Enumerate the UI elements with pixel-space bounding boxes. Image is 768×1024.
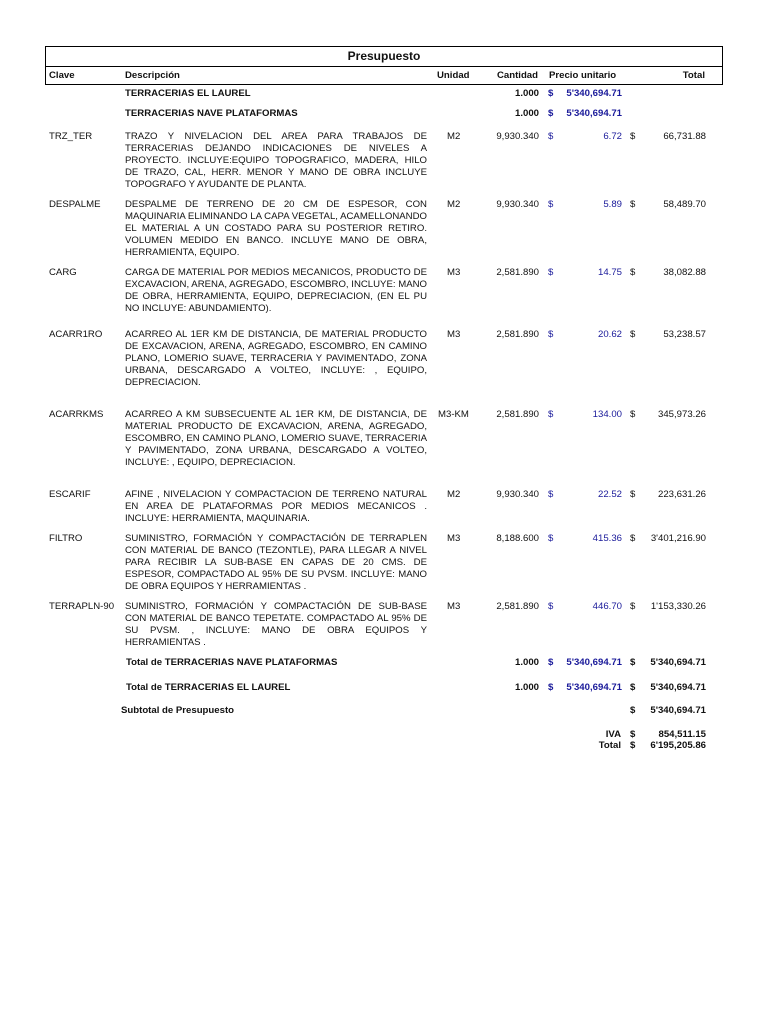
item-unidad: M2 (447, 131, 461, 142)
group-currency: $ (548, 88, 554, 99)
subtotal-row (45, 705, 723, 729)
item-precio: 6.72 (603, 131, 622, 142)
item-cantidad: 8,188.600 (496, 533, 539, 544)
header-unidad: Unidad (437, 70, 470, 81)
total-cantidad: 1.000 (514, 657, 539, 668)
item-currency: $ (548, 199, 554, 210)
item-total: 1'153,330.26 (650, 601, 706, 612)
header-cantidad: Cantidad (496, 70, 538, 81)
table-header (45, 66, 723, 85)
grand-total-currency: $ (630, 740, 636, 751)
group-cantidad: 1.000 (514, 108, 539, 119)
item-cantidad: 2,581.890 (496, 329, 539, 340)
item-unidad: M3 (447, 601, 461, 612)
item-clave: ACARR1RO (49, 329, 103, 340)
total-label: Total de TERRACERIAS NAVE PLATAFORMAS (126, 657, 338, 668)
group-name: TERRACERIAS NAVE PLATAFORMAS (125, 108, 298, 119)
item-total: 38,082.88 (663, 267, 706, 278)
table-row (45, 199, 723, 267)
item-descripcion: TRAZO Y NIVELACION DEL AREA PARA TRABAJOS DE TERRACERIAS DEJANDO INDICACIONES DE NIVELES A PROYECTO. INCLUYE:EQUIPO TOPOGRAFICO, MADERA, HILO DE TRAZO, CAL, HERR. MENOR Y MANO DE OBRA INCLUYE TOPOGRAFO Y AYUDANTE DE PLANTA. (125, 131, 427, 191)
item-descripcion: SUMINISTRO, FORMACIÓN Y COMPACTACIÓN DE TERRAPLEN CON MATERIAL DE BANCO (TEZONTLE), PARA LLEGAR A NIVEL PARA RECIBIR LA SUB-BASE EN CAPAS DE 20 CMS. DE ESPESOR, COMPACTADO AL 95% DE SU PVSM. INCLUYE: MANO DE OBRA EQUIPOS Y HERRAMIENTAS . (125, 533, 427, 593)
item-cantidad: 2,581.890 (496, 267, 539, 278)
item-precio: 446.70 (592, 601, 622, 612)
item-clave: FILTRO (49, 533, 83, 544)
item-cantidad: 2,581.890 (496, 601, 539, 612)
header-descripcion: Descripción (125, 70, 180, 81)
grand-total-value: 6'195,205.86 (650, 740, 706, 751)
total-currency: $ (548, 657, 554, 668)
item-clave: TRZ_TER (49, 131, 93, 142)
total-precio: 5'340,694.71 (566, 657, 622, 668)
budget-sheet (45, 46, 723, 752)
item-clave: DESPALME (49, 199, 101, 210)
total-value: 5'340,694.71 (650, 657, 706, 668)
item-total: 66,731.88 (663, 131, 706, 142)
item-cantidad: 2,581.890 (496, 409, 539, 420)
total-currency: $ (548, 682, 554, 693)
total-label: Total de TERRACERIAS EL LAUREL (126, 682, 291, 693)
group-cantidad: 1.000 (514, 88, 539, 99)
item-currency: $ (548, 533, 554, 544)
item-cantidad: 9,930.340 (496, 489, 539, 500)
grand-total-label: Total (598, 740, 621, 751)
item-total: 53,238.57 (663, 329, 706, 340)
item-total-currency: $ (630, 409, 636, 420)
total-currency-2: $ (630, 682, 636, 693)
table-row (45, 409, 723, 489)
item-precio: 5.89 (603, 199, 622, 210)
item-precio: 22.52 (597, 489, 622, 500)
group-currency: $ (548, 108, 554, 119)
item-descripcion: SUMINISTRO, FORMACIÓN Y COMPACTACIÓN DE SUB-BASE CON MATERIAL DE BANCO TEPETATE. COMPACTADO AL 95% DE SU PVSM. , INCLUYE: MANO DE OBRA EQUIPOS Y HERRAMIENTAS . (125, 601, 427, 649)
item-clave: TERRAPLN-90 (49, 601, 115, 612)
item-currency: $ (548, 267, 554, 278)
items-list (45, 131, 723, 655)
item-unidad: M3 (447, 329, 461, 340)
item-total-currency: $ (630, 533, 636, 544)
table-row (45, 329, 723, 409)
total-value: 5'340,694.71 (650, 682, 706, 693)
document-title: Presupuesto (45, 46, 723, 66)
group-precio: 5'340,694.71 (566, 108, 622, 119)
iva-currency: $ (630, 729, 636, 740)
item-unidad: M3 (447, 533, 461, 544)
item-unidad: M3 (447, 267, 461, 278)
table-row (45, 489, 723, 533)
item-total-currency: $ (630, 489, 636, 500)
item-total-currency: $ (630, 199, 636, 210)
table-row (45, 131, 723, 199)
item-clave: CARG (49, 267, 77, 278)
item-total: 345,973.26 (657, 409, 706, 420)
item-total: 58,489.70 (663, 199, 706, 210)
group-heading-nave (45, 105, 723, 125)
item-currency: $ (548, 329, 554, 340)
subtotal-currency: $ (630, 705, 636, 716)
total-row-nave (45, 657, 723, 682)
item-unidad: M2 (447, 489, 461, 500)
item-unidad: M3-KM (438, 409, 469, 420)
item-precio: 20.62 (597, 329, 622, 340)
iva-label: IVA (605, 729, 621, 740)
item-clave: ACARRKMS (49, 409, 104, 420)
item-currency: $ (548, 131, 554, 142)
item-currency: $ (548, 489, 554, 500)
group-name: TERRACERIAS EL LAUREL (125, 88, 251, 99)
group-heading-laurel (45, 85, 723, 105)
total-row-laurel (45, 682, 723, 705)
item-total: 3'401,216.90 (650, 533, 706, 544)
table-row (45, 601, 723, 655)
item-unidad: M2 (447, 199, 461, 210)
item-descripcion: ACARREO AL 1ER KM DE DISTANCIA, DE MATERIAL PRODUCTO DE EXCAVACION, ARENA, AGREGADO, ESCOMBRO, EN CAMINO PLANO, LOMERIO SUAVE, TERRACERIA Y PAVIMENTADO, ZONA URBANA, DESCARGADO A VOLTEO, INCLUYE: , EQUIPO, DEPRECIACION. (125, 329, 427, 389)
item-total-currency: $ (630, 131, 636, 142)
subtotal-label: Subtotal de Presupuesto (121, 705, 235, 716)
item-currency: $ (548, 601, 554, 612)
total-cantidad: 1.000 (514, 682, 539, 693)
item-precio: 415.36 (592, 533, 622, 544)
table-row (45, 267, 723, 329)
item-total-currency: $ (630, 601, 636, 612)
grand-total-row (45, 740, 723, 752)
item-precio: 134.00 (592, 409, 622, 420)
item-descripcion: AFINE , NIVELACION Y COMPACTACION DE TERRENO NATURAL EN AREA DE PLATAFORMAS POR MEDIOS MECANICOS . INCLUYE: HERRAMIENTA, MAQUINARIA. (125, 489, 427, 525)
item-total-currency: $ (630, 329, 636, 340)
item-cantidad: 9,930.340 (496, 199, 539, 210)
iva-value: 854,511.15 (658, 729, 706, 740)
item-cantidad: 9,930.340 (496, 131, 539, 142)
item-total-currency: $ (630, 267, 636, 278)
item-descripcion: CARGA DE MATERIAL POR MEDIOS MECANICOS, PRODUCTO DE EXCAVACION, ARENA, AGREGADO, ESCOMBRO, INCLUYE: MANO DE OBRA, HERRAMIENTA, EQUIPO, DEPRECIACION, (EN EL PU NO INCLUYE: ABUNDAMIENTO). (125, 267, 427, 315)
item-descripcion: ACARREO A KM SUBSECUENTE AL 1ER KM, DE DISTANCIA, DE MATERIAL PRODUCTO DE EXCAVACION, ARENA, AGREGADO, ESCOMBRO, EN CAMINO PLANO, LOMERIO SUAVE, TERRACERIA Y PAVIMENTADO, ZONA URBANA, DESCARGADO A VOLTEO, INCLUYE: , EQUIPO, DEPRECIACION. (125, 409, 427, 469)
group-precio: 5'340,694.71 (566, 88, 622, 99)
item-total: 223,631.26 (657, 489, 706, 500)
header-total: Total (682, 70, 705, 81)
item-clave: ESCARIF (49, 489, 91, 500)
table-row (45, 533, 723, 601)
header-clave: Clave (49, 70, 75, 81)
header-precio-unitario: Precio unitario (549, 70, 617, 81)
iva-row (45, 729, 723, 740)
item-currency: $ (548, 409, 554, 420)
subtotal-value: 5'340,694.71 (650, 705, 706, 716)
total-precio: 5'340,694.71 (566, 682, 622, 693)
total-currency-2: $ (630, 657, 636, 668)
item-descripcion: DESPALME DE TERRENO DE 20 CM DE ESPESOR, CON MAQUINARIA ELIMINANDO LA CAPA VEGETAL, ACAMELLONANDO EL MATERIAL A UN COSTADO PARA SU POSTERIOR RETIRO. VOLUMEN MEDIDO EN BANCO. INCLUYE MANO DE OBRA, HERRAMIENTA, EQUIPO. (125, 199, 427, 259)
item-precio: 14.75 (597, 267, 622, 278)
